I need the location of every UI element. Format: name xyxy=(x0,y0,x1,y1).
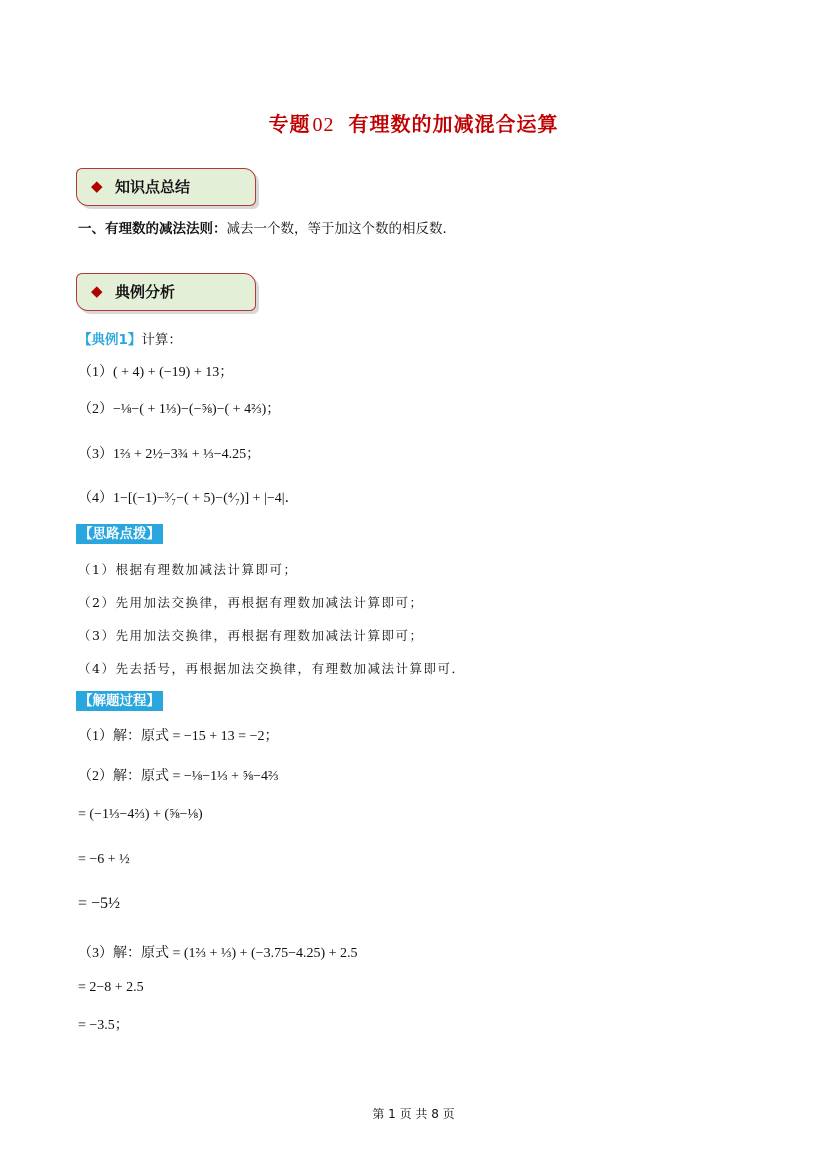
solution-line: = −5½ xyxy=(78,895,121,912)
solution-line: = (−1⅓−4⅔) + (⅝−⅛) xyxy=(78,807,203,822)
solution-line: （2）解：原式 = −⅛−1⅓ + ⅝−4⅔ xyxy=(78,769,279,784)
page-footer: 第 1 页 共 8 页 xyxy=(372,1107,455,1121)
diamond-icon: ◆ xyxy=(91,282,103,300)
example-prompt: 计算： xyxy=(141,332,182,348)
rule-text: 减去一个数，等于加这个数的相反数． xyxy=(226,221,456,237)
solution-line: （1）解：原式 = −15 + 13 = −2； xyxy=(78,729,279,744)
solution-line: = 2−8 + 2.5 xyxy=(78,980,144,995)
example-tag: 【典例1】 xyxy=(78,332,142,348)
section-example-analysis xyxy=(76,273,256,311)
problem-2: （2）−⅛−( + 1⅓)−(−⅝)−( + 4⅔)； xyxy=(78,402,281,417)
subtraction-rule xyxy=(78,217,456,237)
page-title xyxy=(0,108,827,137)
hint-3: （3）先用加法交换律，再根据有理数加减法计算即可； xyxy=(78,628,424,643)
example-header xyxy=(78,328,182,348)
hints-tag: 【思路点拨】 xyxy=(76,524,163,544)
title-prefix: 专题 xyxy=(268,112,311,136)
solution-tag: 【解题过程】 xyxy=(76,691,163,711)
hint-2: （2）先用加法交换律，再根据有理数加减法计算即可； xyxy=(78,595,424,610)
solution-line: （3）解：原式 = (1⅔ + ⅓) + (−3.75−4.25) + 2.5 xyxy=(78,946,358,961)
section-label: 知识点总结 xyxy=(115,178,191,196)
rule-heading: 一、有理数的减法法则： xyxy=(78,221,227,237)
hint-1: （1）根据有理数加减法计算即可； xyxy=(78,562,298,577)
solution-line: = −3.5； xyxy=(78,1018,129,1033)
hint-4: （4）先去括号，再根据加法交换律，有理数加减法计算即可． xyxy=(78,661,466,676)
problem-1: （1）( + 4) + (−19) + 13； xyxy=(78,365,234,380)
section-label: 典例分析 xyxy=(115,283,176,301)
title-main: 有理数的加减混合运算 xyxy=(348,112,559,136)
section-knowledge-summary xyxy=(76,168,256,206)
diamond-icon: ◆ xyxy=(91,177,103,195)
title-number: 02 xyxy=(312,114,335,136)
problem-3: （3）1⅔ + 2½−3¾ + ⅓−4.25； xyxy=(78,447,261,462)
solution-line: = −6 + ½ xyxy=(78,852,130,867)
problem-4: （4）1−[(−1)−³⁄₇−( + 5)−(⁴⁄₇)] + |−4|． xyxy=(78,491,299,506)
